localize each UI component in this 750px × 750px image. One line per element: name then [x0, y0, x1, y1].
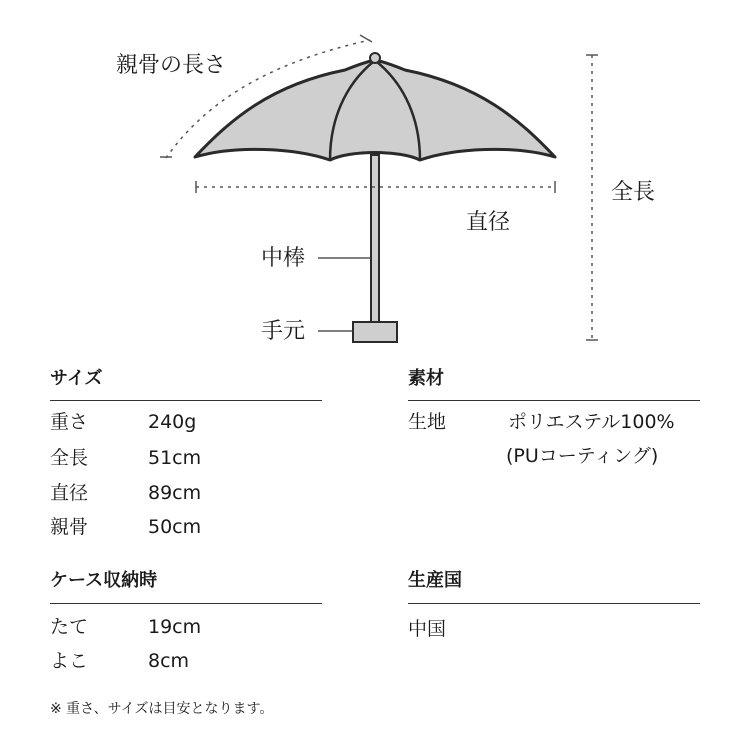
- origin-divider: [408, 603, 700, 604]
- material-divider: [408, 400, 700, 401]
- size-divider: [50, 400, 322, 401]
- material-value-line1: ポリエステル100%: [508, 411, 675, 433]
- case-row-value: 8cm: [148, 650, 190, 672]
- size-row-value: 50cm: [148, 516, 202, 538]
- rib-length-label: 親骨の長さ: [116, 53, 227, 78]
- rib-length-end-tick: [360, 35, 372, 42]
- size-section-title: サイズ: [50, 368, 103, 389]
- umbrella-canopy: [195, 60, 555, 160]
- umbrella-shaft: [371, 155, 379, 325]
- case-section-title: ケース収納時: [50, 570, 158, 591]
- case-row-key: よこ: [50, 650, 89, 672]
- size-row-key: 重さ: [50, 411, 89, 433]
- handle-label: 手元: [261, 319, 306, 344]
- footnote: ※ 重さ、サイズは目安となります。: [50, 701, 274, 717]
- case-divider: [50, 603, 322, 604]
- origin-section-title: 生産国: [408, 570, 462, 591]
- size-row-key: 直径: [50, 482, 89, 504]
- size-row-value: 51cm: [148, 447, 202, 469]
- case-row-key: たて: [50, 616, 89, 638]
- size-row-key: 親骨: [50, 516, 89, 538]
- diameter-label: 直径: [466, 210, 511, 235]
- material-section-title: 素材: [408, 368, 444, 389]
- material-key: 生地: [408, 411, 447, 433]
- size-row-key: 全長: [50, 447, 89, 469]
- shaft-label: 中棒: [261, 246, 306, 271]
- size-row-value: 240g: [148, 411, 197, 433]
- size-row-value: 89cm: [148, 482, 202, 504]
- umbrella-tip: [370, 53, 380, 63]
- material-value-line2: (PUコーティング): [506, 445, 659, 467]
- case-row-value: 19cm: [148, 616, 202, 638]
- umbrella-handle: [353, 322, 397, 342]
- total-length-label: 全長: [611, 180, 656, 205]
- origin-value: 中国: [408, 618, 447, 640]
